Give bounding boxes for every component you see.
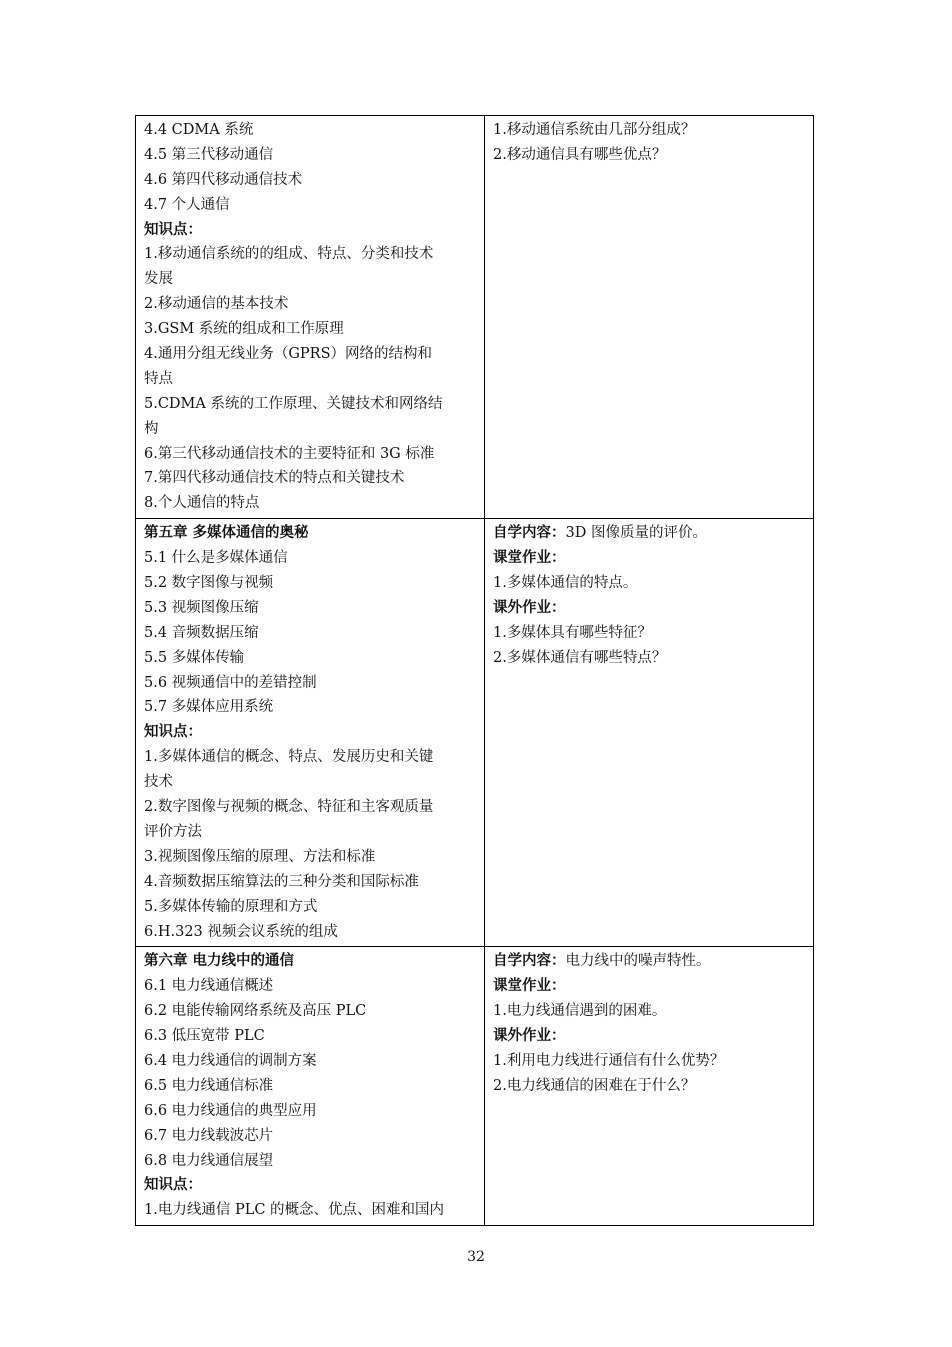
- assignment-text: 2.移动通信具有哪些优点？: [493, 146, 667, 163]
- content-line: 5.多媒体传输的原理和方式: [144, 898, 318, 915]
- content-line: 技术: [144, 774, 173, 791]
- content-line: 6.H.323 视频会议系统的组成: [144, 923, 338, 940]
- assignment-label: 课堂作业：: [493, 977, 566, 995]
- section-heading: 第六章 电力线中的通信: [144, 952, 295, 970]
- section-heading: 第五章 多媒体通信的奥秘: [144, 524, 309, 542]
- table-row: [136, 116, 814, 519]
- assignment-line: [493, 1074, 807, 1099]
- content-line: 6.8 电力线通信展望: [144, 1152, 274, 1169]
- assignment-line: [493, 1024, 807, 1049]
- table-body: [136, 116, 814, 1226]
- assignment-text: 2.电力线通信的困难在于什么？: [493, 1077, 696, 1094]
- content-line: 1.多媒体通信的概念、特点、发展历史和关键: [144, 749, 434, 766]
- content-line: 7.第四代移动通信技术的特点和关键技术: [144, 470, 405, 487]
- assignment-text: 3D 图像质量的评价。: [565, 525, 707, 542]
- assignment-label: 自学内容：: [493, 524, 566, 542]
- content-line: 构: [144, 420, 159, 437]
- assignment-label: 自学内容：: [493, 952, 566, 970]
- content-cell: [136, 116, 485, 519]
- assignment-text: 1.移动通信系统由几部分组成？: [493, 122, 696, 138]
- assignment-line: [493, 974, 807, 999]
- assignment-text: 1.多媒体通信的特点。: [493, 575, 638, 592]
- assignment-line: [493, 621, 807, 646]
- section-heading: 知识点：: [144, 1176, 202, 1194]
- content-line: 6.6 电力线通信的典型应用: [144, 1102, 317, 1119]
- assignment-label: 课堂作业：: [493, 549, 566, 567]
- content-line: 2.数字图像与视频的概念、特征和主客观质量: [144, 799, 434, 816]
- content-line: 特点: [144, 370, 173, 387]
- content-cell: [136, 947, 485, 1226]
- content-line: 3.GSM 系统的组成和工作原理: [144, 321, 344, 338]
- syllabus-table: [135, 115, 814, 1226]
- assignment-label: 课外作业：: [493, 1027, 566, 1045]
- content-line: 4.6 第四代移动通信技术: [144, 171, 303, 188]
- assignment-line: [493, 646, 807, 671]
- content-line: 8.个人通信的特点: [144, 495, 260, 512]
- content-line: 5.4 音频数据压缩: [144, 624, 259, 641]
- assignment-cell: [485, 947, 814, 1226]
- section-heading: 知识点：: [144, 220, 202, 238]
- content-line: 1.电力线通信 PLC 的概念、优点、困难和国内: [144, 1202, 445, 1219]
- content-line: 5.2 数字图像与视频: [144, 575, 274, 592]
- assignment-text: 1.电力线通信遇到的困难。: [493, 1003, 667, 1020]
- content-line: 发展: [144, 271, 173, 288]
- assignment-text: 2.多媒体通信有哪些特点？: [493, 649, 667, 666]
- page-number: 32: [467, 1249, 485, 1265]
- assignment-label: 课外作业：: [493, 598, 566, 616]
- assignment-line: [493, 999, 807, 1024]
- assignment-text: 1.利用电力线进行通信有什么优势？: [493, 1052, 725, 1069]
- content-line: 1.移动通信系统的的组成、特点、分类和技术: [144, 246, 434, 263]
- content-line: 6.1 电力线通信概述: [144, 978, 274, 995]
- content-line: 6.7 电力线载波芯片: [144, 1127, 274, 1144]
- assignment-cell: [485, 519, 814, 947]
- content-line: 6.3 低压宽带 PLC: [144, 1028, 265, 1045]
- assignment-text: 电力线中的噪声特性。: [565, 953, 711, 970]
- content-line: 6.2 电能传输网络系统及高压 PLC: [144, 1003, 367, 1020]
- content-line: 5.1 什么是多媒体通信: [144, 550, 288, 567]
- content-cell: [136, 519, 485, 947]
- assignment-text: 1.多媒体具有哪些特征？: [493, 624, 652, 641]
- content-line: 4.通用分组无线业务（GPRS）网络的结构和: [144, 346, 433, 363]
- table-row: [136, 519, 814, 947]
- content-line: 4.5 第三代移动通信: [144, 146, 274, 163]
- assignment-line: [493, 118, 807, 143]
- assignment-line: [493, 143, 807, 168]
- assignment-line: [493, 596, 807, 621]
- content-line: 6.5 电力线通信标准: [144, 1077, 274, 1094]
- content-line: 5.5 多媒体传输: [144, 649, 245, 666]
- content-line: 5.7 多媒体应用系统: [144, 699, 274, 716]
- content-line: 4.7 个人通信: [144, 196, 230, 213]
- content-line: 6.第三代移动通信技术的主要特征和 3G 标准: [144, 445, 435, 462]
- content-line: 4.4 CDMA 系统: [144, 122, 254, 138]
- assignment-line: [493, 949, 807, 974]
- assignment-line: [493, 1049, 807, 1074]
- content-line: 5.6 视频通信中的差错控制: [144, 674, 317, 691]
- content-line: 6.4 电力线通信的调制方案: [144, 1052, 317, 1069]
- content-line: 4.音频数据压缩算法的三种分类和国际标准: [144, 873, 419, 890]
- content-line: 5.3 视频图像压缩: [144, 599, 259, 616]
- assignment-line: [493, 521, 807, 546]
- section-heading: 知识点：: [144, 723, 202, 741]
- content-line: 评价方法: [144, 823, 202, 840]
- content-line: 2.移动通信的基本技术: [144, 296, 289, 313]
- assignment-cell: [485, 116, 814, 519]
- content-line: 3.视频图像压缩的原理、方法和标准: [144, 848, 376, 865]
- table-row: [136, 947, 814, 1226]
- assignment-line: [493, 546, 807, 571]
- content-line: 5.CDMA 系统的工作原理、关键技术和网络结: [144, 395, 443, 412]
- assignment-line: [493, 571, 807, 596]
